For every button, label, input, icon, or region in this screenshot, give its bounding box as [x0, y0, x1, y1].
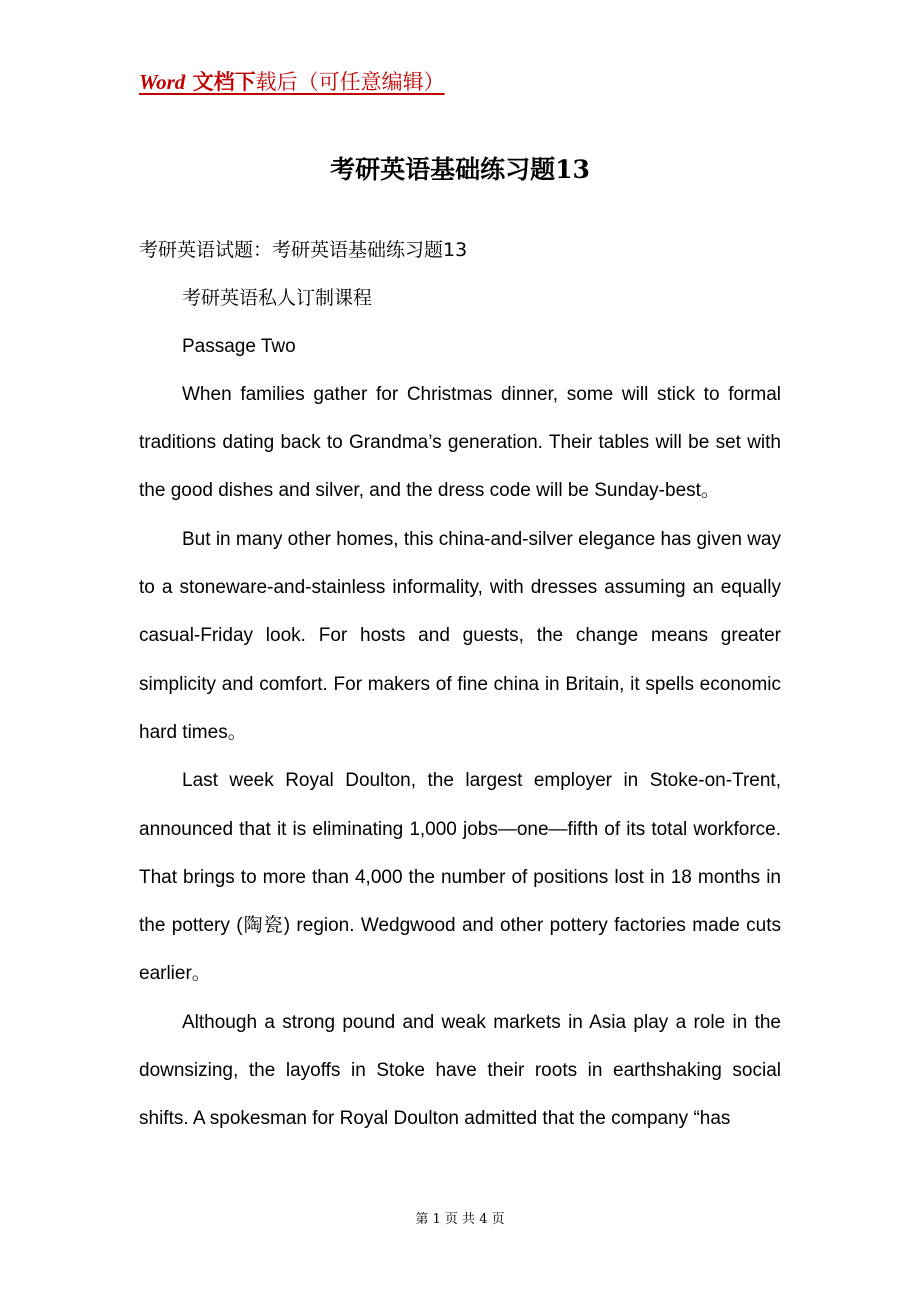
page-title: 考研英语基础练习题13 [330, 155, 590, 184]
header-doc-text: 文档下 [185, 70, 256, 94]
header-word: Word [139, 70, 186, 94]
header-rest-text: 载后（可任意编辑） [255, 70, 445, 94]
paragraph-course: 考研英语私人订制课程 [182, 287, 373, 310]
paragraph-3: Last week Royal Doulton, the largest employer in Stoke-on-Trent, announced that it is eliminating 1,000 jobs—one—fifth of its total workforce. That brings to more than 4,000 the number of positions lost in 18 months in the pottery (陶瓷) region. Wedgwood and other pottery factories made cuts earlier。 [139, 770, 781, 985]
paragraph-passage-heading: Passage Two [182, 335, 296, 357]
paragraph-2: But in many other homes, this china-and-silver elegance has given way to a stoneware-and-stainless informality, with dresses assuming an equally casual-Friday look. For hosts and guests, the change means greater simplicity and comfort. For makers of fine china in Britain, it spells economic hard times。 [139, 528, 781, 743]
paragraph-subtitle: 考研英语试题：考研英语基础练习题13 [139, 239, 468, 261]
download-edit-link[interactable] [139, 66, 445, 96]
paragraph-1: When families gather for Christmas dinner, some will stick to formal traditions dating back to Grandma’s generation. Their tables will be set with the good dishes and silver, and the dress code will be Sunday-best。 [139, 383, 781, 502]
document-body [139, 226, 781, 1144]
page-footer: 第 1 页 共 4 页 [415, 1212, 505, 1227]
paragraph-4: Although a strong pound and weak markets in Asia play a role in the downsizing, the layoffs in Stoke have their roots in earthshaking social shifts. A spokesman for Royal Doulton admitted that the company “has [139, 1011, 781, 1130]
